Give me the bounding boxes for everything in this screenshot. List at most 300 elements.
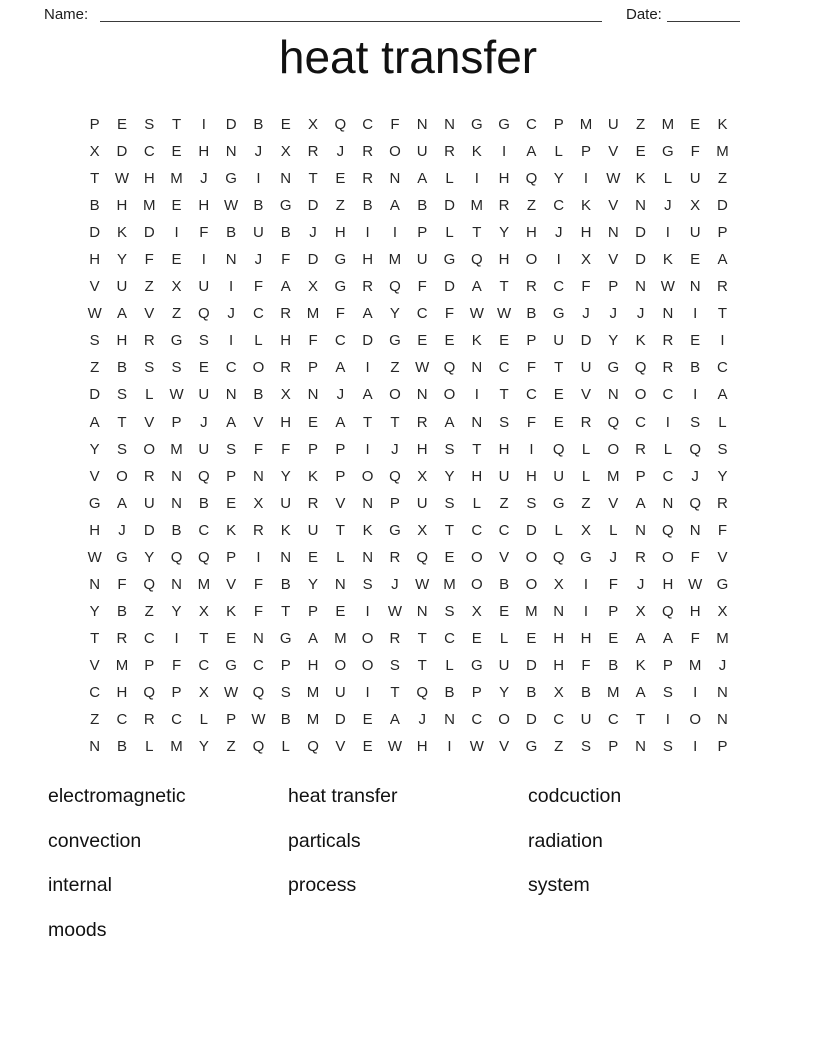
grid-cell: N	[280, 548, 292, 566]
grid-cell: Z	[335, 197, 345, 215]
grid-cell: N	[225, 143, 237, 161]
grid-cell: V	[335, 494, 346, 512]
grid-cell: L	[281, 738, 290, 756]
grid-cell: P	[717, 224, 728, 242]
grid-cell: K	[280, 521, 291, 539]
grid-cell: J	[554, 224, 563, 242]
grid-cell: M	[306, 305, 320, 323]
grid-cell: Q	[689, 494, 702, 512]
grid-cell: X	[553, 683, 564, 701]
grid-cell: U	[198, 386, 210, 404]
grid-cell: H	[89, 521, 101, 539]
grid-cell: E	[444, 548, 455, 566]
grid-cell: P	[662, 656, 673, 674]
grid-cell: E	[280, 116, 291, 133]
grid-cell: C	[143, 629, 155, 647]
grid-cell: N	[689, 278, 701, 296]
grid-cell: T	[417, 656, 427, 674]
grid-cell: L	[581, 467, 591, 485]
grid-cell: B	[608, 656, 619, 674]
grid-cell: R	[280, 305, 292, 323]
grid-cell: J	[691, 467, 699, 485]
grid-cell: X	[198, 683, 209, 701]
grid-cell: I	[474, 170, 479, 188]
grid-cell: M	[525, 602, 538, 620]
grid-cell: N	[334, 575, 346, 593]
grid-cell: T	[390, 683, 400, 701]
grid-cell: Q	[443, 359, 456, 377]
grid-cell: R	[498, 197, 510, 215]
grid-cell: I	[229, 278, 234, 296]
grid-cell: C	[471, 521, 483, 539]
grid-cell: O	[252, 359, 265, 377]
grid-cell: E	[499, 602, 510, 620]
grid-cell: R	[253, 521, 264, 539]
grid-cell: E	[171, 143, 182, 161]
grid-cell: T	[335, 521, 345, 539]
word-list-item: electromagnetic	[48, 785, 186, 807]
grid-cell: Q	[198, 305, 210, 323]
word-list-item: process	[288, 874, 357, 896]
grid-cell: S	[444, 602, 455, 620]
grid-cell: A	[635, 629, 646, 647]
grid-cell: Y	[608, 332, 619, 350]
grid-cell: B	[116, 359, 127, 377]
grid-cell: Y	[198, 738, 209, 756]
grid-cell: D	[444, 278, 455, 296]
grid-cell: D	[307, 251, 319, 269]
grid-cell: T	[417, 629, 427, 647]
grid-cell: A	[335, 359, 346, 377]
grid-cell: I	[392, 224, 397, 242]
grid-cell: B	[253, 386, 264, 404]
grid-cell: G	[116, 548, 128, 566]
grid-cell: K	[717, 116, 728, 133]
grid-cell: Y	[116, 251, 127, 269]
grid-cell: B	[89, 197, 100, 215]
grid-cell: D	[143, 521, 155, 539]
grid-cell: U	[553, 467, 565, 485]
grid-cell: T	[472, 440, 482, 458]
grid-cell: P	[553, 116, 564, 133]
grid-cell: W	[224, 683, 239, 701]
grid-cell: G	[552, 305, 565, 323]
grid-cell: X	[280, 143, 291, 161]
grid-cell: V	[608, 251, 619, 269]
grid-cell: W	[114, 170, 130, 188]
grid-cell: C	[362, 116, 374, 133]
grid-cell: A	[335, 413, 346, 431]
grid-cell: D	[717, 197, 728, 215]
grid-cell: B	[580, 683, 591, 701]
grid-cell: F	[581, 656, 591, 674]
grid-cell: N	[471, 413, 483, 431]
grid-cell: A	[662, 629, 673, 647]
grid-cell: H	[525, 224, 537, 242]
grid-cell: L	[336, 548, 345, 566]
grid-cell: P	[717, 738, 728, 756]
grid-cell: O	[662, 548, 674, 566]
grid-cell: V	[335, 738, 346, 756]
grid-cell: Q	[552, 440, 565, 458]
grid-cell: B	[690, 359, 701, 377]
grid-cell: G	[470, 656, 483, 674]
grid-cell: L	[199, 711, 208, 729]
grid-cell: Z	[226, 738, 236, 756]
grid-cell: Y	[444, 467, 455, 485]
word-list-item: radiation	[528, 829, 603, 852]
grid-cell: Q	[252, 738, 265, 756]
grid-cell: S	[362, 575, 373, 593]
grid-cell: Q	[689, 440, 702, 458]
grid-cell: U	[416, 494, 428, 512]
grid-cell: I	[201, 251, 206, 269]
grid-cell: S	[690, 413, 701, 431]
grid-cell: T	[363, 413, 373, 431]
grid-cell: R	[280, 359, 292, 377]
grid-cell: U	[689, 170, 701, 188]
grid-cell: A	[280, 278, 291, 296]
grid-cell: C	[171, 711, 182, 729]
grid-cell: N	[662, 305, 674, 323]
grid-cell: C	[444, 629, 455, 647]
grid-cell: Y	[553, 170, 564, 188]
grid-cell: A	[471, 278, 482, 296]
grid-cell: Q	[552, 548, 565, 566]
grid-cell: U	[143, 494, 155, 512]
grid-cell: X	[253, 494, 264, 512]
grid-cell: E	[308, 548, 319, 566]
grid-cell: I	[665, 413, 670, 431]
grid-cell: B	[198, 494, 209, 512]
grid-cell: G	[279, 197, 292, 215]
grid-cell: I	[174, 224, 179, 242]
grid-cell: Q	[307, 738, 319, 756]
grid-cell: O	[689, 711, 702, 729]
grid-cell: G	[525, 738, 538, 756]
name-label: Name:	[44, 6, 89, 23]
grid-cell: L	[663, 440, 673, 458]
grid-cell: F	[171, 656, 182, 674]
grid-cell: M	[388, 251, 402, 269]
grid-cell: N	[717, 683, 728, 701]
grid-cell: K	[471, 143, 482, 161]
grid-cell: R	[662, 332, 674, 350]
grid-cell: W	[224, 197, 239, 215]
grid-cell: K	[308, 467, 319, 485]
grid-cell: E	[553, 413, 564, 431]
grid-cell: C	[498, 521, 510, 539]
grid-cell: O	[470, 575, 483, 593]
grid-cell: Y	[89, 602, 100, 620]
grid-cell: O	[525, 548, 538, 566]
grid-cell: E	[362, 711, 373, 729]
grid-cell: X	[198, 602, 209, 620]
word-list-item: internal	[48, 874, 112, 896]
grid-cell: G	[716, 575, 729, 593]
grid-cell: K	[635, 332, 646, 350]
grid-cell: S	[444, 494, 455, 512]
grid-cell: L	[554, 143, 563, 161]
grid-cell: A	[635, 683, 646, 701]
grid-cell: Q	[525, 170, 538, 188]
grid-cell: N	[280, 170, 292, 188]
grid-cell: I	[447, 738, 452, 756]
grid-cell: H	[553, 629, 565, 647]
grid-cell: I	[365, 224, 370, 242]
grid-cell: F	[526, 413, 536, 431]
grid-cell: X	[417, 467, 428, 485]
grid-cell: W	[387, 602, 402, 620]
grid-cell: M	[443, 575, 456, 593]
grid-cell: D	[89, 224, 101, 242]
grid-cell: N	[225, 386, 237, 404]
grid-cell: H	[143, 170, 155, 188]
grid-cell: H	[498, 440, 510, 458]
grid-cell: G	[389, 521, 401, 539]
grid-cell: Z	[144, 278, 154, 296]
grid-cell: C	[717, 359, 728, 377]
grid-cell: B	[499, 575, 510, 593]
grid-cell: Z	[717, 170, 728, 188]
grid-cell: D	[635, 224, 646, 242]
grid-cell: Q	[198, 548, 210, 566]
grid-cell: N	[635, 521, 646, 539]
grid-cell: E	[526, 629, 537, 647]
grid-cell: P	[526, 332, 537, 350]
grid-cell: D	[334, 711, 346, 729]
grid-cell: Z	[636, 116, 646, 133]
grid-cell: O	[607, 440, 620, 458]
grid-cell: Z	[581, 494, 591, 512]
grid-cell: I	[174, 629, 179, 647]
grid-cell: P	[580, 143, 591, 161]
grid-cell: O	[498, 711, 510, 729]
grid-cell: J	[200, 170, 208, 188]
grid-cell: P	[389, 494, 400, 512]
grid-cell: S	[526, 494, 537, 512]
grid-cell: X	[171, 278, 182, 296]
grid-cell: G	[552, 494, 565, 512]
grid-cell: E	[362, 738, 373, 756]
grid-cell: H	[580, 629, 592, 647]
grid-cell: V	[499, 738, 510, 756]
grid-cell: X	[635, 602, 646, 620]
grid-cell: V	[89, 656, 100, 674]
grid-cell: T	[199, 629, 209, 647]
grid-cell: Y	[308, 575, 319, 593]
grid-cell: U	[280, 494, 292, 512]
grid-cell: V	[144, 413, 155, 431]
grid-cell: P	[335, 440, 346, 458]
grid-cell: E	[417, 332, 428, 350]
grid-cell: P	[226, 548, 237, 566]
grid-cell: O	[525, 575, 538, 593]
grid-cell: P	[89, 116, 100, 133]
grid-cell: U	[498, 656, 510, 674]
grid-cell: S	[116, 386, 127, 404]
grid-cell: X	[417, 521, 428, 539]
grid-cell: X	[580, 521, 591, 539]
grid-cell: H	[334, 224, 346, 242]
grid-cell: L	[581, 440, 591, 458]
grid-cell: A	[116, 305, 127, 323]
grid-cell: X	[690, 197, 701, 215]
grid-cell: M	[661, 116, 675, 133]
grid-cell: S	[499, 413, 510, 431]
grid-cell: X	[717, 602, 728, 620]
grid-cell: B	[116, 602, 127, 620]
grid-cell: J	[636, 575, 645, 593]
grid-cell: S	[580, 738, 591, 756]
grid-cell: P	[635, 467, 646, 485]
grid-cell: W	[606, 170, 621, 188]
grid-cell: X	[89, 143, 100, 161]
grid-cell: H	[89, 251, 101, 269]
grid-cell: I	[693, 305, 698, 323]
grid-cell: I	[556, 251, 561, 269]
grid-cell: V	[253, 413, 264, 431]
grid-cell: E	[171, 197, 182, 215]
grid-cell: W	[87, 305, 102, 323]
grid-cell: H	[280, 413, 292, 431]
grid-cell: V	[226, 575, 237, 593]
grid-cell: D	[525, 521, 537, 539]
grid-cell: I	[365, 602, 370, 620]
grid-cell: T	[554, 359, 564, 377]
grid-cell: B	[444, 683, 455, 701]
grid-cell: V	[608, 197, 619, 215]
grid-cell: C	[662, 467, 674, 485]
grid-cell: X	[280, 386, 291, 404]
grid-cell: S	[89, 332, 100, 350]
grid-cell: K	[635, 170, 646, 188]
grid-cell: F	[253, 278, 264, 296]
grid-cell: V	[499, 548, 510, 566]
grid-cell: H	[280, 332, 292, 350]
grid-cell: L	[718, 413, 727, 431]
grid-cell: U	[334, 683, 346, 701]
grid-cell: G	[443, 251, 456, 269]
grid-cell: G	[170, 332, 183, 350]
grid-cell: R	[635, 440, 646, 458]
grid-cell: R	[362, 278, 374, 296]
grid-cell: F	[608, 575, 618, 593]
grid-cell: N	[471, 359, 483, 377]
grid-cell: S	[144, 359, 155, 377]
grid-cell: N	[607, 224, 619, 242]
grid-cell: B	[526, 305, 537, 323]
grid-cell: E	[335, 602, 346, 620]
grid-cell: V	[717, 548, 728, 566]
grid-cell: Y	[89, 440, 100, 458]
grid-cell: J	[664, 197, 672, 215]
grid-cell: F	[281, 440, 291, 458]
grid-cell: C	[635, 413, 646, 431]
grid-cell: K	[226, 602, 237, 620]
grid-cell: Z	[144, 602, 154, 620]
grid-cell: V	[608, 494, 619, 512]
grid-cell: Q	[143, 683, 156, 701]
grid-cell: G	[279, 629, 292, 647]
grid-cell: F	[253, 575, 264, 593]
grid-cell: H	[116, 197, 128, 215]
grid-cell: J	[227, 305, 235, 323]
grid-cell: P	[608, 602, 619, 620]
grid-cell: G	[580, 548, 592, 566]
grid-cell: I	[365, 440, 370, 458]
grid-cell: C	[198, 656, 210, 674]
grid-cell: L	[254, 332, 263, 350]
grid-cell: Z	[526, 197, 536, 215]
grid-cell: I	[256, 548, 261, 566]
grid-cell: G	[607, 359, 620, 377]
grid-cell: J	[582, 305, 590, 323]
grid-cell: E	[635, 143, 646, 161]
grid-cell: Y	[499, 683, 510, 701]
grid-cell: B	[253, 116, 264, 133]
grid-cell: Q	[634, 359, 647, 377]
grid-cell: C	[498, 359, 510, 377]
grid-cell: J	[336, 143, 345, 161]
grid-cell: C	[225, 359, 237, 377]
grid-cell: E	[116, 116, 127, 133]
grid-cell: J	[200, 413, 208, 431]
grid-cell: O	[634, 386, 647, 404]
grid-cell: U	[607, 116, 619, 133]
grid-cell: G	[334, 251, 347, 269]
grid-cell: U	[253, 224, 264, 242]
grid-cell: B	[280, 575, 291, 593]
grid-cell: Q	[389, 278, 401, 296]
grid-cell: F	[690, 629, 700, 647]
grid-cell: M	[170, 440, 183, 458]
grid-cell: C	[525, 386, 537, 404]
grid-cell: F	[253, 440, 264, 458]
grid-cell: Q	[470, 251, 483, 269]
grid-cell: B	[417, 197, 428, 215]
grid-cell: Q	[662, 602, 674, 620]
grid-cell: M	[579, 116, 593, 133]
grid-cell: N	[635, 197, 646, 215]
grid-cell: I	[502, 143, 507, 161]
date-blank-line	[667, 21, 740, 22]
grid-cell: I	[365, 359, 370, 377]
grid-cell: B	[526, 683, 537, 701]
grid-cell: E	[608, 629, 619, 647]
grid-cell: Z	[554, 738, 564, 756]
grid-cell: O	[334, 656, 347, 674]
word-list-item: codcuction	[528, 785, 622, 807]
grid-cell: R	[580, 413, 592, 431]
grid-cell: G	[225, 656, 237, 674]
grid-cell: K	[471, 332, 482, 350]
grid-cell: Q	[389, 467, 401, 485]
grid-cell: E	[226, 629, 237, 647]
grid-cell: M	[115, 656, 129, 674]
grid-cell: B	[280, 224, 291, 242]
grid-cell: M	[334, 629, 347, 647]
grid-cell: N	[607, 386, 619, 404]
grid-cell: S	[226, 440, 237, 458]
grid-cell: I	[474, 386, 479, 404]
grid-cell: N	[362, 494, 374, 512]
grid-cell: R	[143, 711, 155, 729]
grid-cell: S	[717, 440, 728, 458]
grid-cell: J	[391, 440, 399, 458]
grid-cell: D	[525, 711, 537, 729]
grid-cell: V	[608, 143, 619, 161]
